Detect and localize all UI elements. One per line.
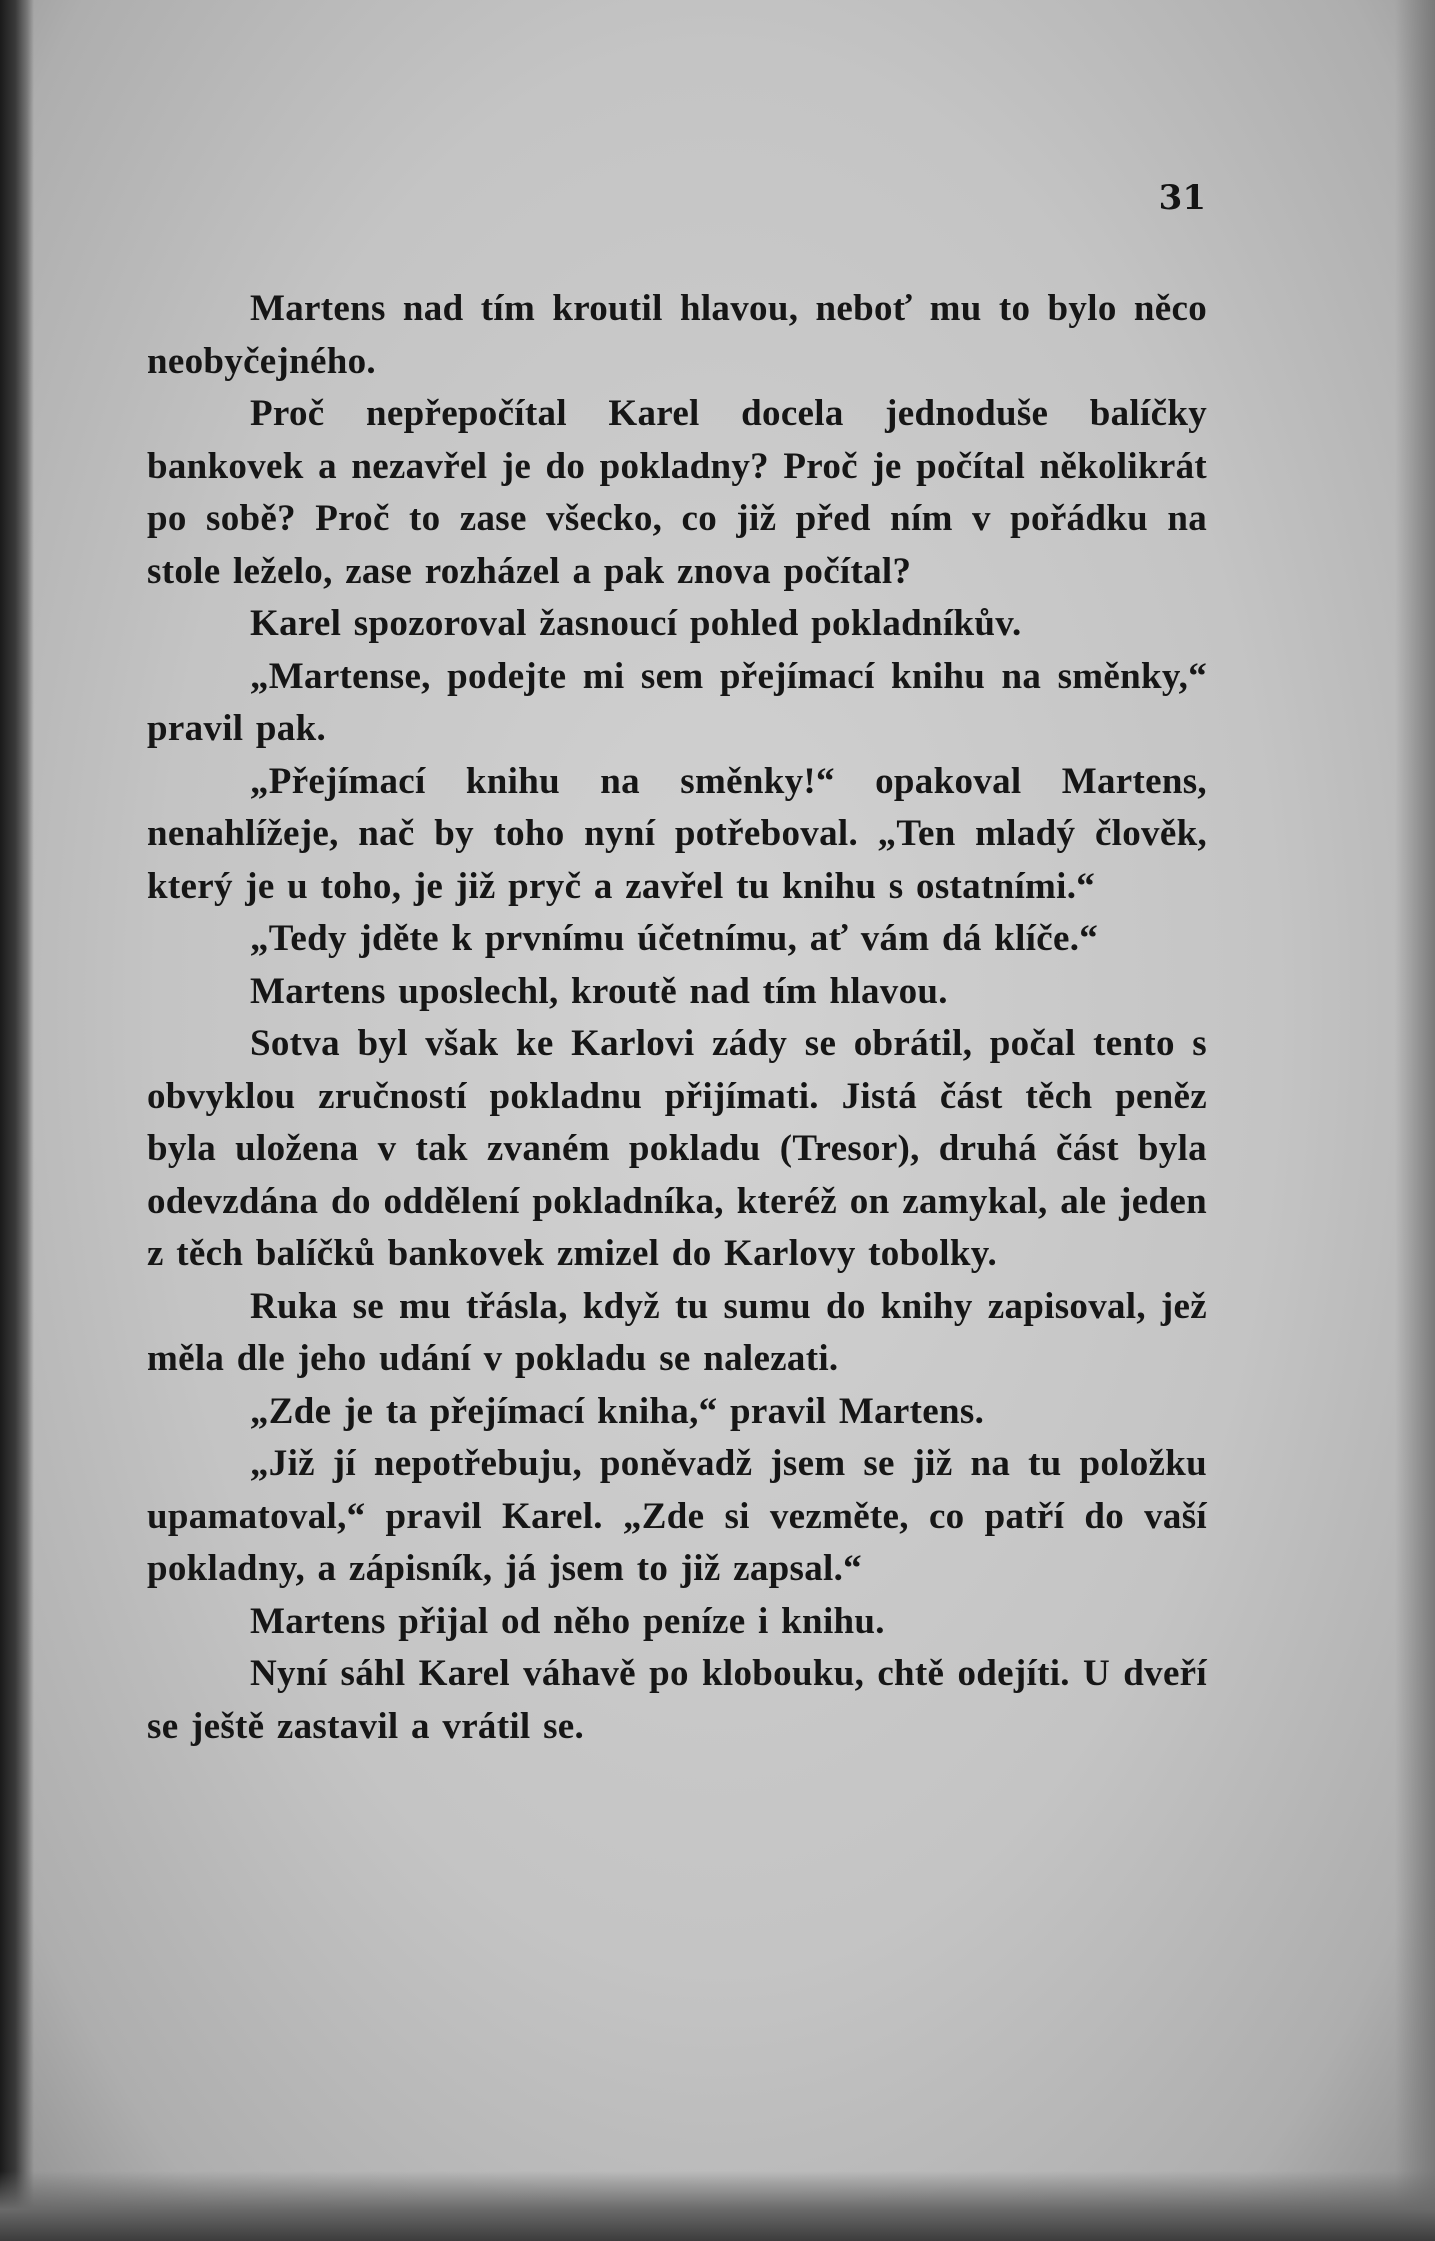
page-edge-left-shadow (0, 0, 34, 2241)
paragraph: Karel spozoroval žasnoucí pohled pokladníkův. (250, 603, 1022, 644)
page-edge-bottom-shadow (0, 2171, 1435, 2241)
paragraph: Martens nad tím kroutil hlavou, neboť mu to bylo něco neobyčejného. (147, 288, 1207, 382)
body-text (147, 283, 1207, 1753)
paragraph: Ruka se mu třásla, když tu sumu do knihy zapisoval, jež měla dle jeho udání v pokladu se nalezati. (147, 1285, 1207, 1379)
paragraph: Martens uposlechl, kroutě nad tím hlavou. (250, 970, 948, 1012)
paragraph: „Zde je ta přejímací kniha,“ pravil Martens. (250, 1390, 985, 1432)
paragraph: „Martense, podejte mi sem přejímací knihu na směnky,“ pravil pak. (147, 655, 1207, 749)
paragraph: „Přejímací knihu na směnky!“ opakoval Martens, nenahlížeje, nač by toho nyní potřeboval. „Ten mladý člověk, který je u toho, je již pryč a zavřel tu knihu s ostatními.“ (147, 760, 1207, 907)
paragraph: Martens přijal od něho peníze i knihu. (250, 1600, 885, 1642)
page-number: 31 (1158, 178, 1206, 218)
paragraph: Nyní sáhl Karel váhavě po klobouku, chtě odejíti. U dveří se ještě zastavil a vrátil se. (147, 1653, 1207, 1747)
page-edge-right-shadow (1395, 0, 1435, 2241)
paragraph: Proč nepřepočítal Karel docela jednoduše balíčky bankovek a nezavřel je do pokladny? Proč je počítal několikrát po sobě? Proč to zase všecko, co již před ním v pořádku na stole leželo, zase rozházel a pak znova počítal? (147, 393, 1207, 592)
paragraph: Sotva byl však ke Karlovi zády se obrátil, počal tento s obvyklou zručností pokladnu přijímati. Jistá část těch peněz byla uložena v tak zvaném pokladu (Tresor), druhá část byla odevzdána do oddělení pokladníka, kteréž on zamykal, ale jeden z těch balíčků bankovek zmizel do Karlovy tobolky. (147, 1023, 1207, 1274)
paragraph: „Tedy jděte k prvnímu účetnímu, ať vám dá klíče.“ (250, 918, 1099, 959)
paragraph: „Již jí nepotřebuju, poněvadž jsem se již na tu položku upamatoval,“ pravil Karel. „Zde si vezměte, co patří do vaší pokladny, a zápisník, já jsem to již zapsal.“ (147, 1443, 1207, 1589)
